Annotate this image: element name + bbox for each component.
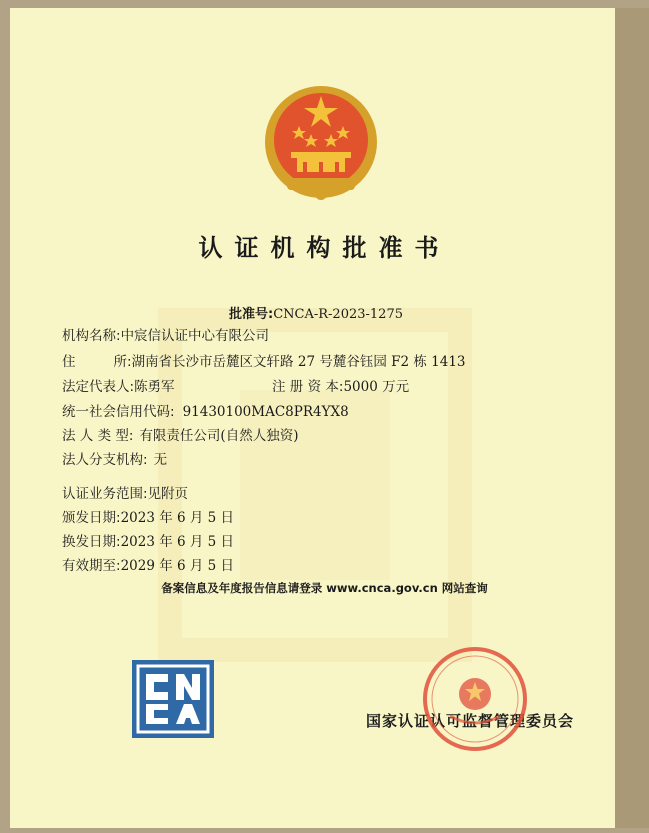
field-legal-rep — [62, 375, 175, 395]
field-value: 湖南省长沙市岳麓区文轩路 27 号麓谷钰园 F2 栋 1413 — [131, 354, 466, 370]
field-capital — [272, 375, 409, 395]
cnca-logo-icon — [132, 660, 214, 738]
approval-number — [229, 303, 403, 322]
field-credit-code — [62, 400, 349, 420]
field-label: 换发日期: — [62, 534, 121, 550]
field-value: 2023 年 6 月 5 日 — [120, 534, 235, 550]
field-label: 颁发日期: — [62, 510, 121, 526]
field-value: 见附页 — [147, 486, 189, 502]
field-label: 住 — [62, 354, 76, 370]
field-label: 注 册 资 本: — [272, 379, 344, 395]
field-expiry-date — [62, 554, 234, 574]
field-label: 有效期至: — [62, 558, 121, 574]
field-label: 统一社会信用代码: — [62, 404, 175, 420]
field-branches — [62, 448, 167, 468]
field-issue-date — [62, 506, 234, 526]
field-entity-type — [62, 424, 298, 444]
official-seal-icon — [420, 644, 530, 754]
field-value: 中宸信认证中心有限公司 — [120, 328, 270, 344]
approval-label: 批准号: — [229, 307, 274, 322]
issuing-authority: 国家认证认可监督管理委员会 — [366, 712, 575, 730]
field-label: 机构名称: — [62, 328, 121, 344]
approval-value: CNCA-R-2023-1275 — [273, 307, 403, 322]
field-value: 无 — [153, 452, 168, 468]
field-scope — [62, 482, 188, 502]
field-value: 2029 年 6 月 5 日 — [120, 558, 235, 574]
field-value: 有限责任公司(自然人独资) — [139, 428, 299, 444]
field-label: 认证业务范围: — [62, 486, 148, 502]
field-value: 陈勇军 — [134, 379, 175, 395]
field-label: 所: — [113, 354, 132, 370]
field-label: 法定代表人: — [62, 379, 135, 395]
certificate-title: 认证机构批准书 — [198, 234, 451, 262]
field-value: 2023 年 6 月 5 日 — [120, 510, 235, 526]
field-renew-date — [62, 530, 234, 550]
field-label: 法 人 类 型: — [62, 428, 134, 444]
scan-edge-strip — [615, 8, 649, 828]
field-address — [62, 350, 466, 370]
field-value: 5000 万元 — [343, 379, 410, 395]
national-emblem-icon — [259, 82, 383, 206]
field-value: 91430100MAC8PR4YX8 — [182, 404, 349, 420]
field-org-name — [62, 324, 269, 344]
registration-footer-note: 备案信息及年度报告信息请登录 www.cnca.gov.cn 网站查询 — [161, 581, 488, 595]
field-label: 法人分支机构: — [62, 452, 148, 468]
